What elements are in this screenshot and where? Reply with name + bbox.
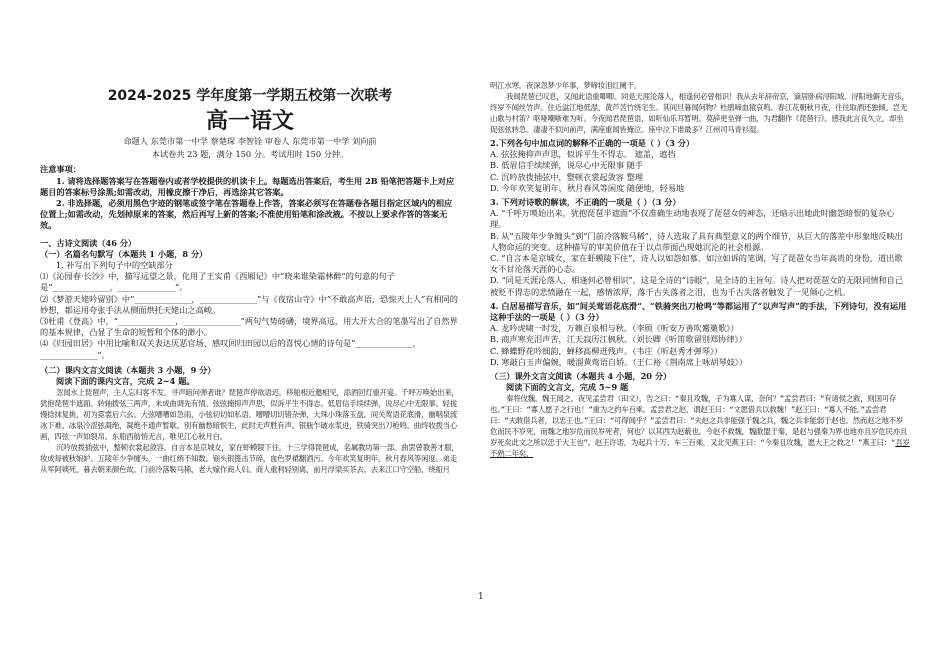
option: B. 低眉信手续续弹，说尽心中无限事 随手: [490, 160, 644, 171]
underlined-phrase: 吾岁不熟二年矣，: [490, 438, 910, 459]
question-4-stem: 4. 白居易描写音乐，如“间关莺语花底滑”、“铁骑突出刀枪鸣”等都运用了“以声写声”的手法，下列诗句，没有运用这种手法的一项是（ ）（3 分）: [490, 300, 907, 323]
passage-paragraph: 忽闻水上琵琶声，主人忘归客不发。寻声暗问弹者谁？琵琶声停欲语迟。移船相近邀相见，添酒回灯重开宴。千呼万唤始出来，犹抱琵琶半遮面。转轴拨弦三两声，未成曲调先有情。弦弦掩抑声声思，似诉平生不得志。低眉信手续续弹，说尽心中无限事。轻拢慢捻抹复挑，初为霓裳后六幺。大弦嘈嘈如急雨，小弦切切如私语。嘈嘈切切错杂弹，大珠小珠落玉盘。间关莺语花底滑，幽咽泉流冰下难。冰泉冷涩弦凝绝，凝绝不通声暂歇。别有幽愁暗恨生，此时无声胜有声。银瓶乍破水浆迸，铁骑突出刀枪鸣。曲终收拨当心画，四弦一声如裂帛。东船西舫悄无言，唯见江心秋月白。: [40, 388, 459, 442]
exam-subject: 高一语文: [205, 108, 294, 134]
option: B. 从“五陵年少争缠头”到“门前冷落鞍马稀”，诗人选取了具有典型意义的两个细节，从巨大的落差中形象地反映出人物命运的突变。这种描写的审美价值在于以点带面凸现她沉沦的社会根源。: [490, 230, 903, 252]
subsection-heading: （一）名篇名句默写（本题共 1 小题，8 分）: [40, 248, 208, 259]
passage-paragraph: 沉吟放拨插弦中，整顿衣裳起敛容。自言本是京城女，家在虾蟆陵下住。十三学得琵琶成，名属教坊第一部。曲罢曾教善才服，妆成每被秋娘妒。五陵年少争缠头，一曲红绡不知数。钿头银篦击节碎，血色罗裙翻酒污。今年欢笑复明年，秋月春风等闲度。弟走从军阿姨死，暮去朝来颜色故。门前冷落鞍马稀，老大嫁作商人妇。商人重利轻别离，前月浮梁买茶去。去来江口守空船，绕船月: [40, 443, 459, 475]
authors-line: 命题人 东莞市第一中学 蔡楚琛 李智铨 审卷人 东莞市第一中学 刘向前: [123, 136, 377, 146]
left-column: [40, 0, 460, 475]
option: C. “自言本是京城女，家在虾蟆陵下住”，诗人以如怨如慕、如泣如诉的笔调，写了琵琶女当年高贵的身份，道出歌女不甘沦落天涯的心态。: [490, 253, 903, 275]
question-2-stem: 2.下列各句中加点词的解释不正确的一项是（ ）（3 分）: [490, 138, 695, 148]
exam-title: 2024-2025 学年度第一学期五校第一次联考: [107, 88, 393, 104]
notes-heading: 注意事项：: [40, 164, 81, 175]
passage-text: 秦将伐魏。魏王闻之，夜见孟尝君（田文），告之曰：“秦且攻魏，子为寡人谋，奈何？”孟尝君曰：“有诸侯之救，则国可存也。”王曰：“寡人愿子之行也！”重为之约车百乘。孟尝君之赵，谓赵王曰：“文愿借兵以救魏！”赵王曰：“寡人不能。”孟尝君曰：“夫敢借兵者，以忠王也。”王曰：“可得闻乎？”孟尝君曰：“夫赵之兵非能强于魏之兵，魏之兵非能弱于赵也。然而赵之地不岁危而民不岁死，而魏之地岁危而民岁死者，何也？以其西为赵蔽也。今赵不救魏，魏歃盟于秦，是赵与强秦为界也地亦且岁危民亦且岁死矣此文之所以忠于大王也”。赵王许诺，为起兵十万、车三百乘，又北见燕王曰：“今秦且攻魏，愿大王之救之！”燕王曰：“: [490, 394, 908, 448]
passage-paragraph: 我闻琵琶已叹息，又闻此语重唧唧。同是天涯沦落人，相逢何必曾相识！我从去年辞帝京，谪居卧病浔阳城。浔阳地僻无音乐，终岁不闻丝竹声。住近湓江地低湿，黄芦苦竹绕宅生。其间旦暮闻何物？杜鹃啼血猿哀鸣。春江花朝秋月夜，往往取酒还独倾。岂无山歌与村笛？呕哑嘲哳难为听。今夜闻君琵琶语，如听仙乐耳暂明。莫辞更坐弹一曲，为君翻作《琵琶行》。感我此言良久立，却坐促弦弦转急。凄凄不似向前声，满座重闻皆掩泣。座中泣下谁最多？江州司马青衫湿。: [490, 92, 909, 134]
question-3-stem: 3. 下列对诗歌的解读，不正确的一项是（ ）（3 分）: [490, 197, 681, 208]
option: B. 商声寒充泪声苦，江天寂历江枫秋。（刘长卿《听笛歌留别郑协律》）: [490, 334, 747, 345]
option: C. 沉吟放拨插弦中，整顿衣裳起敛容 整理: [490, 171, 643, 182]
option: D. 寒敲白玉声偏婉，暖溜黄莺语自娇。（王仁裕《荆南席上咏胡琴妓》）: [490, 356, 748, 367]
page-number: 1: [478, 592, 484, 602]
fill-line: ⑵《梦游天姥吟留别》中“______________，______________”与《夜宿山寺》中“不敢高声语，恐惊天上人”有相同的妙想，都运用夸张手法从侧面烘托天姥山之高峻。: [40, 293, 458, 315]
fill-line: ⑶杜甫《登高》中，“______________，______________”两句气势磅礴，境界高远，用大开大合的笔墨写出了自然界的基本规律，凸显了生命的短暂和个体的渺小。: [40, 316, 458, 338]
option: A. 龙吟虎啸一时发，万籁百泉相与秋。（李颀《听安万善吹觱篥歌》）: [490, 323, 739, 334]
subsection-heading: （三）课外文言文阅读（本题共 4 小题，20 分）: [490, 371, 672, 382]
option: D. “同是天涯沦落人，相逢何必曾相识”，这是全诗的“诗眼”，是全诗的主旨句。诗人把对琵琶女的无限同情和自己被贬不得志的悲愤融在一起，感情浓厚，落千古失落者之泪，也为千古失落者触发了一见倾心之机。: [490, 275, 904, 297]
fill-line: ⑴《沁园春·长沙》中，描写远望之景，化用了王实甫《西厢记》中“晓来谁染霜林醉”的句意的句子是“______________，______________”。: [40, 271, 395, 293]
note-item: 1. 请将选择题答案写在答题卷内或者学校提供的机读卡上。每题选出答案后，考生用 2B 铅笔把答题卡上对应题目的答案标号涂黑;如需改动，用橡皮擦干净后，再选涂其它答案。: [40, 175, 455, 197]
exam-info-line: 本试卷共 23 题，满分 150 分。考试用时 150 分钟。: [151, 149, 349, 160]
subsection-heading: （二）课内文言文阅读（本题共 3 小题，9 分）: [40, 364, 216, 375]
question-1: 1. 补写出下列句子中的空缺部分: [56, 260, 173, 271]
reading-lead: 阅读下面的课内文言，完成 2~4 题。: [56, 376, 195, 387]
option: A. “千呼万唤始出来，犹抱琵琶半遮面”不仅准确生动地表现了琵琶女的神态，还暗示出她此时幽怨暗恨的复杂心理。: [490, 208, 895, 230]
right-column: [490, 80, 910, 459]
passage-paragraph: 明江水寒。夜深忽梦少年事，梦啼妆泪红阑干。: [490, 81, 642, 90]
option: D. 今年欢笑复明年，秋月春风等闲度 随便地，轻易地: [490, 182, 685, 193]
passage-paragraph: [490, 393, 910, 459]
note-item: 2. 非选择题，必须用黑色字迹的钢笔或签字笔在答题卷上作答，答案必须写在答题卷各题目指定区域内的相应位置上;如需改动，先划掉原来的答案，然后再写上新的答案;不准使用铅笔和涂改液。不按以上要求作答的答案无效。: [40, 198, 453, 231]
option: A. 弦弦掩抑声声思，似诉平生不得志。 遮盖，遮挡: [490, 149, 676, 160]
fill-line: ⑷《归园田居》中用比喻和双关表达厌恶官场、感叹回归田园以后的喜悦心情的诗句是“______________，______________”。: [40, 338, 421, 360]
section-heading: 一、古诗文阅读（46 分）: [40, 237, 137, 248]
reading-lead: 阅读下面的文言文，完成 5~9 题: [506, 382, 629, 393]
option: C. 蜂蝶野花吟细韵，蝉移高柳迸残声。（韦庄《听赵秀才弹琴》）: [490, 345, 723, 356]
